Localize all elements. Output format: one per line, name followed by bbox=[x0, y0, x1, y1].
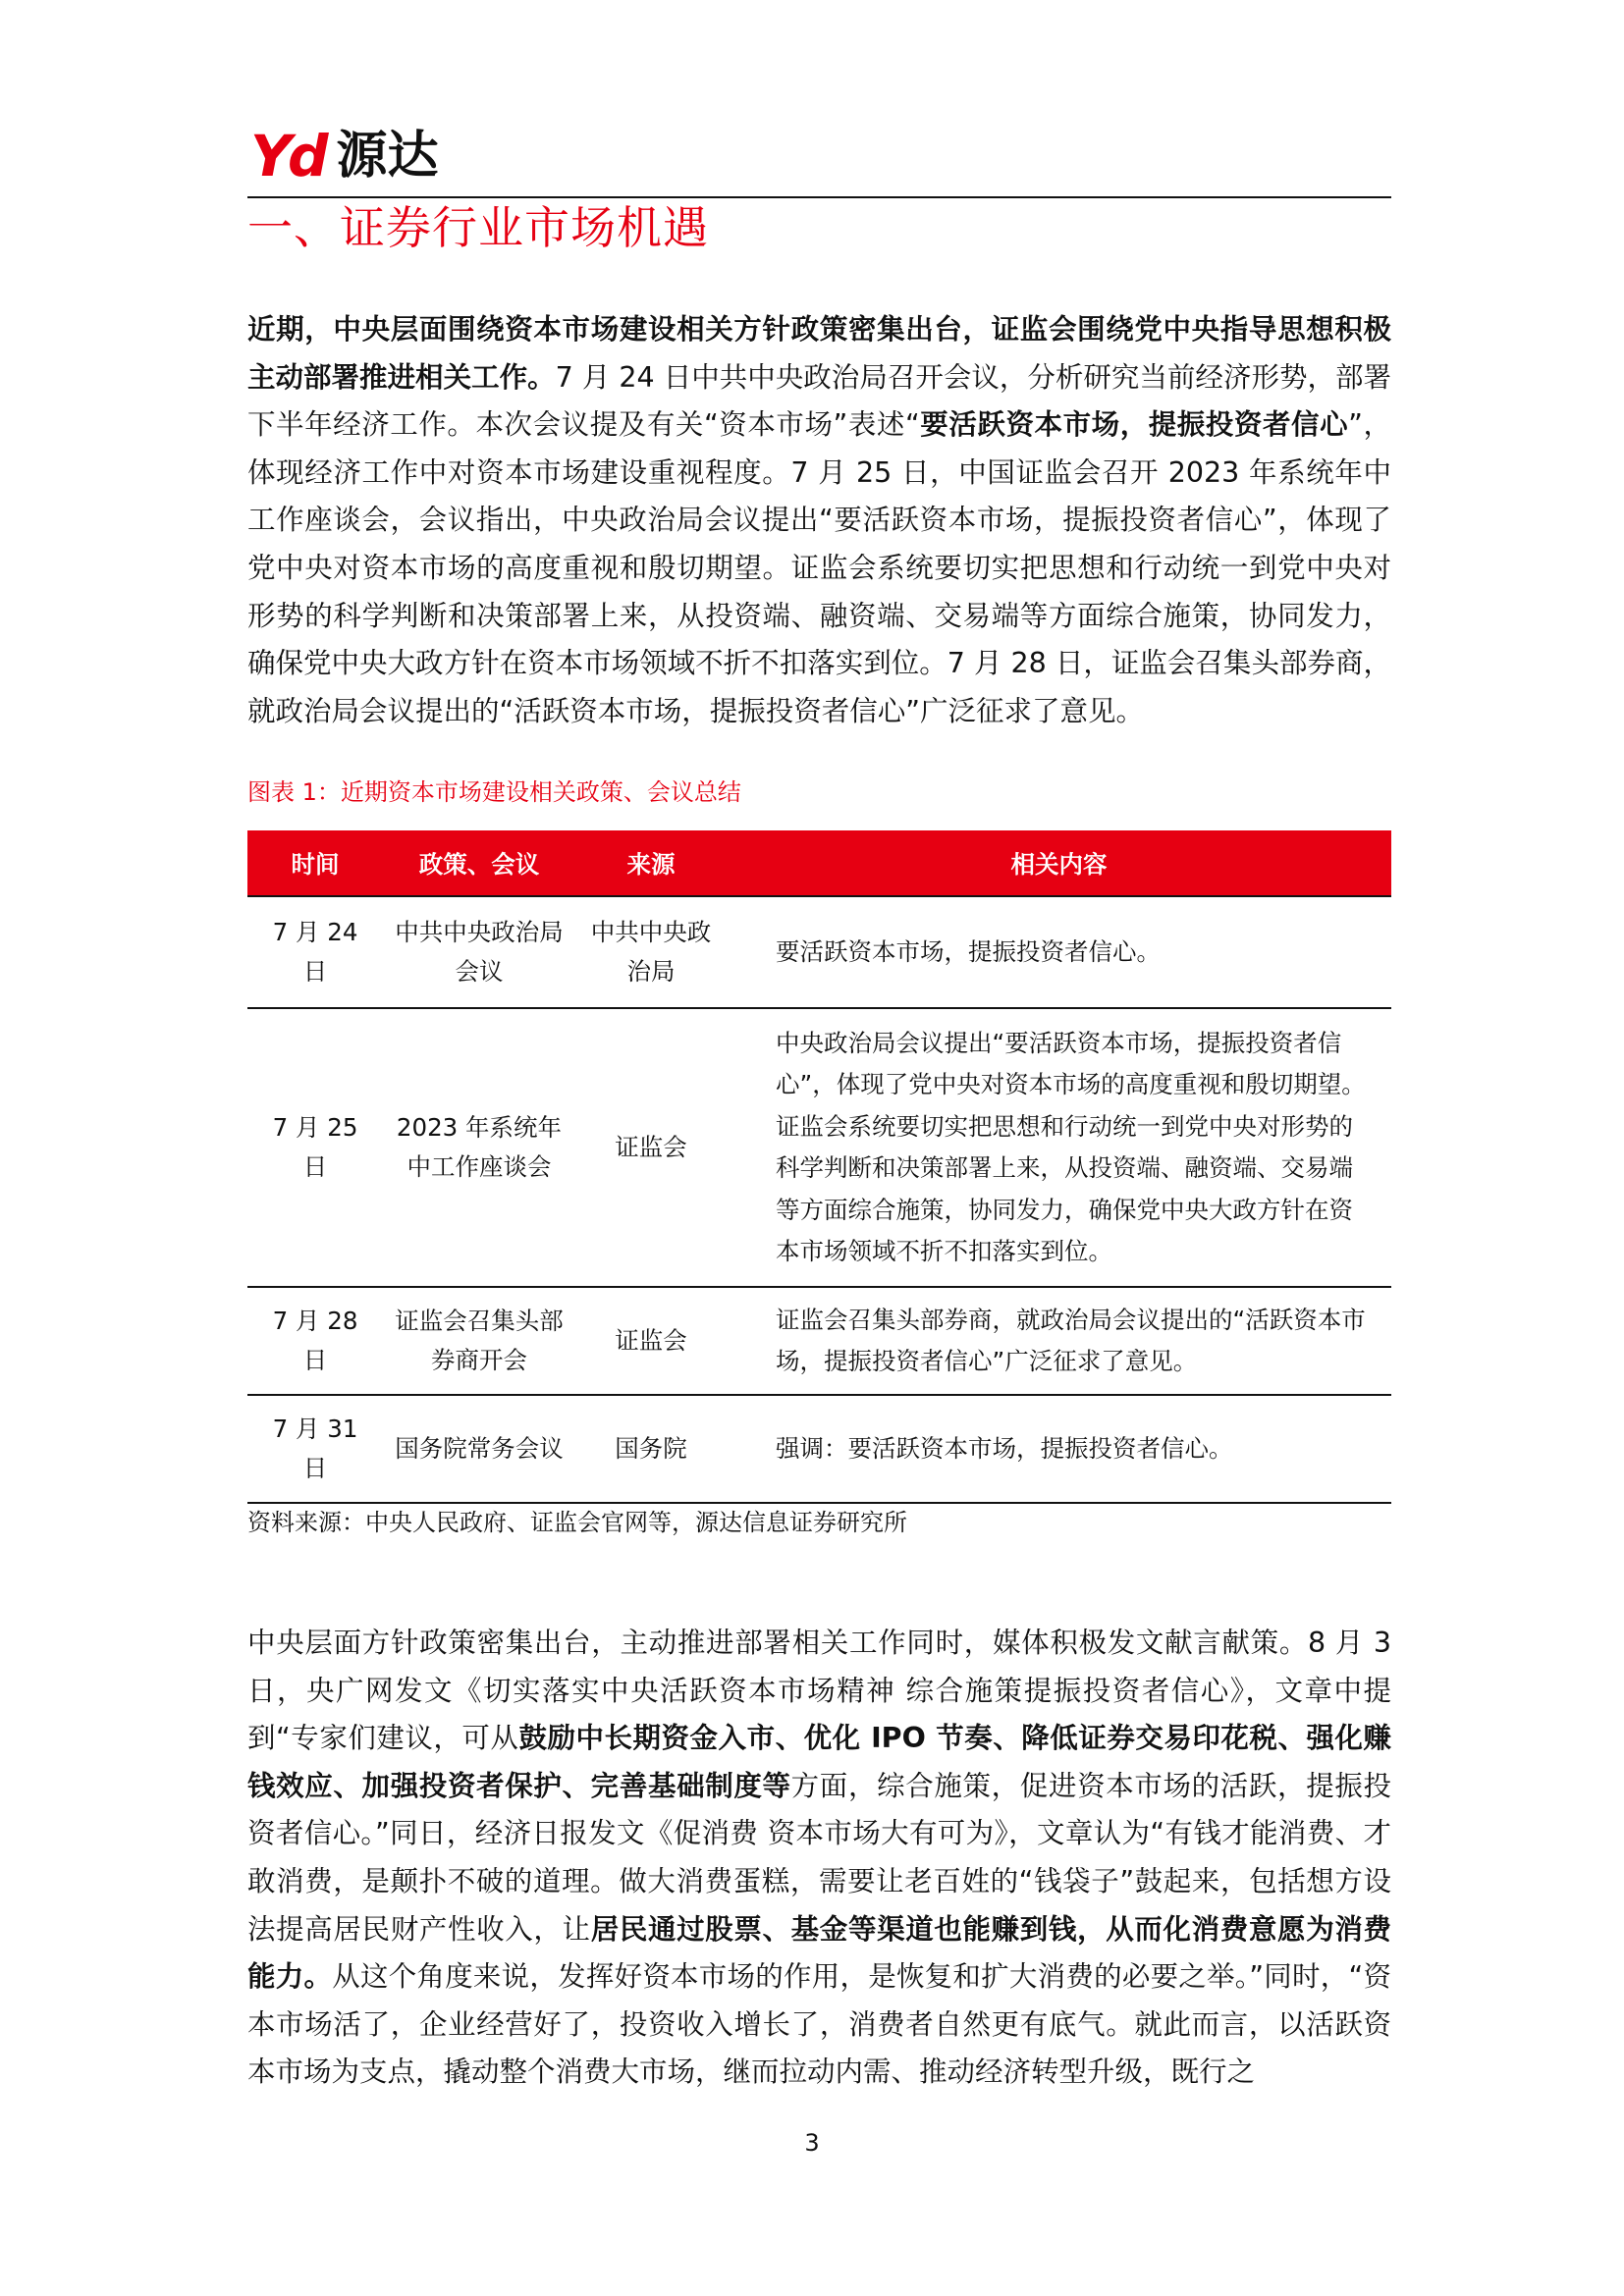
paragraph-lead-bold: 近期，中央层面围绕资本市场建设相关方针政策密集出台，证监会围绕党中央指导思想积极主动部署推进相关工作。 bbox=[247, 313, 1391, 394]
logo-mark: Yd bbox=[250, 123, 325, 189]
cell-content: 证监会召集头部券商，就政治局会议提出的“活跃资本市场，提振投资者信心”广泛征求了意见。 bbox=[727, 1287, 1391, 1395]
cell-source: 中共中央政治局 bbox=[575, 896, 727, 1008]
cell-source: 证监会 bbox=[575, 1008, 727, 1287]
intro-paragraph bbox=[247, 306, 1391, 735]
column-header-time: 时间 bbox=[247, 830, 383, 896]
paragraph-text: 方面，综合施策，促进资本市场的活跃，提振投资者信心。”同日，经济日报发文《促消费 资本市场大有可为》，文章认为“有钱才能消费、才敢消费，是颠扑不破的道理。做大消费蛋糕，需要让老百姓的“钱袋子”鼓起来，包括想方设法提高居民财产性收入，让 bbox=[247, 1769, 1391, 1946]
cell-policy: 2023 年系统年中工作座谈会 bbox=[383, 1008, 575, 1287]
media-paragraph bbox=[247, 1620, 1391, 2097]
table-header-row bbox=[247, 830, 1391, 896]
paragraph-quote-bold: 要活跃资本市场，提振投资者信心 bbox=[919, 408, 1349, 442]
table-row bbox=[247, 1287, 1391, 1395]
paragraph-text: ”，体现经济工作中对资本市场建设重视程度。7 月 25 日，中国证监会召开 2023 年系统年中工作座谈会，会议指出，中央政治局会议提出“要活跃资本市场，提振投资者信心”，体现了党中央对资本市场的高度重视和殷切期望。证监会系统要切实把思想和行动统一到党中央对形势的科学判断和决策部署上来，从投资端、融资端、交易端等方面综合施策，协同发力，确保党中央大政方针在资本市场领域不折不扣落实到位。7 月 28 日，证监会召集头部券商，就政治局会议提出的“活跃资本市场，提振投资者信心”广泛征求了意见。 bbox=[247, 408, 1391, 727]
cell-policy: 证监会召集头部券商开会 bbox=[383, 1287, 575, 1395]
cell-time: 7 月 28 日 bbox=[247, 1287, 383, 1395]
paragraph-text: 7 月 24 日中共中央政治局召开会议，分析研究当前经济形势，部署下半年经济工作。本次会议提及有关“资本市场”表述“ bbox=[247, 360, 1391, 442]
column-header-policy: 政策、会议 bbox=[383, 830, 575, 896]
paragraph-emphasis-bold: 鼓励中长期资金入市、优化 IPO 节奏、降低证券交易印花税、强化赚钱效应、加强投资者保护、完善基础制度等 bbox=[247, 1722, 1391, 1802]
brand-logo bbox=[250, 123, 439, 189]
cell-policy: 国务院常务会议 bbox=[383, 1395, 575, 1503]
cell-time: 7 月 31 日 bbox=[247, 1395, 383, 1503]
logo-text: 源达 bbox=[336, 127, 439, 186]
paragraph-emphasis-bold: 居民通过股票、基金等渠道也能赚到钱，从而化消费意愿为消费能力。 bbox=[247, 1912, 1391, 1994]
paragraph-text: 中央层面方针政策密集出台，主动推进部署相关工作同时，媒体积极发文献言献策。8 月 3 日，央广网发文《切实落实中央活跃资本市场精神 综合施策提振投资者信心》，文章中提到“专家们建议，可从 bbox=[247, 1627, 1391, 1755]
cell-content: 强调：要活跃资本市场，提振投资者信心。 bbox=[727, 1395, 1391, 1503]
paragraph-text: 从这个角度来说，发挥好资本市场的作用，是恢复和扩大消费的必要之举。”同时，“资本市场活了，企业经营好了，投资收入增长了，消费者自然更有底气。就此而言，以活跃资本市场为支点，撬动整个消费大市场，继而拉动内需、推动经济转型升级，既行之 bbox=[247, 1960, 1391, 2089]
policy-meeting-table bbox=[247, 830, 1391, 1504]
table-row bbox=[247, 1395, 1391, 1503]
cell-time: 7 月 24 日 bbox=[247, 896, 383, 1008]
table-row bbox=[247, 1008, 1391, 1287]
cell-source: 证监会 bbox=[575, 1287, 727, 1395]
source-note: 资料来源：中央人民政府、证监会官网等，源达信息证券研究所 bbox=[247, 1509, 907, 1536]
column-header-source: 来源 bbox=[575, 830, 727, 896]
cell-source: 国务院 bbox=[575, 1395, 727, 1503]
figure-caption: 图表 1：近期资本市场建设相关政策、会议总结 bbox=[247, 778, 741, 806]
table-row bbox=[247, 896, 1391, 1008]
cell-policy: 中共中央政治局会议 bbox=[383, 896, 575, 1008]
cell-content: 中央政治局会议提出“要活跃资本市场，提振投资者信心”，体现了党中央对资本市场的高度重视和殷切期望。证监会系统要切实把思想和行动统一到党中央对形势的科学判断和决策部署上来，从投资端、融资端、交易端等方面综合施策，协同发力，确保党中央大政方针在资本市场领域不折不扣落实到位。 bbox=[727, 1008, 1391, 1287]
page-number: 3 bbox=[804, 2129, 820, 2157]
section-title: 一、证券行业市场机遇 bbox=[247, 201, 709, 254]
cell-time: 7 月 25 日 bbox=[247, 1008, 383, 1287]
column-header-content: 相关内容 bbox=[727, 830, 1391, 896]
cell-content: 要活跃资本市场，提振投资者信心。 bbox=[727, 896, 1391, 1008]
